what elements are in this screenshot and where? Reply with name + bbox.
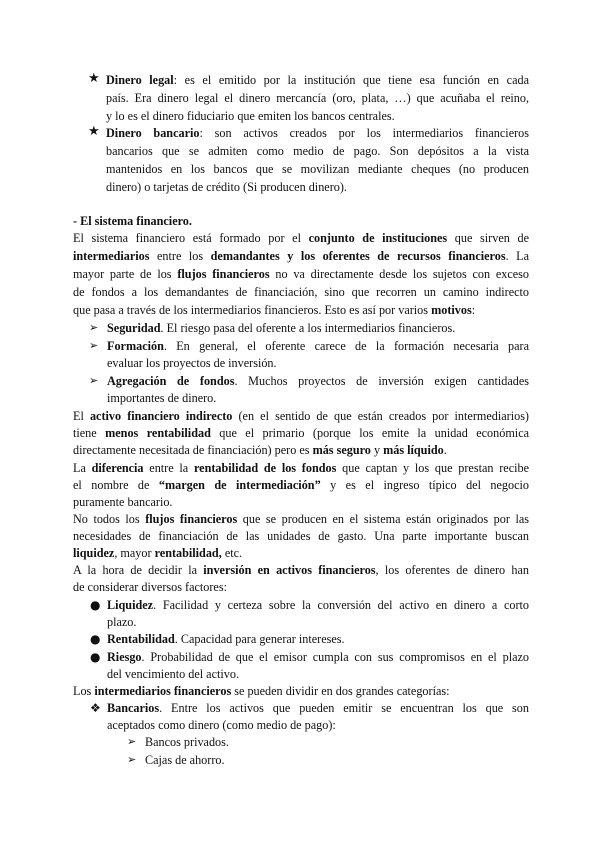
dinero-legal-line-3: y lo es el dinero fiduciario que emiten los bancos centrales.	[106, 109, 395, 123]
p2-line-3: directamente necesitada de financiación) pero es más seguro y más líquido.	[73, 443, 447, 457]
p1-line-4: de fondos a los demandantes de financiación, sino que recorren un camino indirecto	[73, 285, 529, 299]
p6-line-1: Los intermediarios financieros se pueden dividir en dos grandes categorías:	[73, 684, 450, 698]
p1-line-1: El sistema financiero está formado por el conjunto de instituciones que sirven de	[73, 231, 529, 245]
p4-line-1: No todos los flujos financieros que se producen en el sistema están originados por las	[73, 512, 529, 526]
arrow-bullet-icon: ➢	[127, 753, 137, 766]
round-bullet-icon: ●	[90, 598, 101, 612]
factor-rentabilidad: Rentabilidad. Capacidad para generar intereses.	[107, 632, 345, 646]
p5-line-1: A la hora de decidir la inversión en activos financieros, los oferentes de dinero han	[73, 563, 529, 577]
factor-riesgo-line-2: del vencimiento del activo.	[107, 667, 239, 681]
round-bullet-icon: ●	[90, 632, 101, 646]
arrow-bullet-icon: ➢	[127, 735, 137, 748]
dinero-bancario-line-4: dinero) o tarjetas de crédito (Si producen dinero).	[106, 180, 347, 194]
motivo-formacion-line-2: evaluar los proyectos de inversión.	[107, 356, 277, 370]
factor-liquidez-line-2: plazo.	[107, 615, 137, 629]
factor-riesgo-line-1: Riesgo. Probabilidad de que el emisor cumpla con sus compromisos en el plazo	[107, 650, 529, 664]
bancarios-sub-item-2: Cajas de ahorro.	[145, 753, 225, 767]
motivo-agregacion-line-1: Agregación de fondos. Muchos proyectos de inversión exigen cantidades	[107, 374, 529, 388]
bancarios-sub-item-1: Bancos privados.	[145, 735, 229, 749]
motivo-seguridad: Seguridad. El riesgo pasa del oferente a los intermediarios financieros.	[107, 321, 456, 335]
p4-line-3: liquidez, mayor rentabilidad, etc.	[73, 546, 243, 560]
p5-line-2: de considerar diversos factores:	[73, 580, 227, 594]
arrow-bullet-icon: ➢	[89, 339, 99, 352]
p4-line-2: necesidades de financiación de las unidades de gasto. Una parte importante buscan	[73, 529, 529, 543]
p1-line-5: que pasa a través de los intermediarios financieros. Esto es así por varios motivos:	[73, 303, 476, 317]
section-heading: - El sistema financiero.	[73, 214, 192, 228]
star-bullet-icon: ★	[88, 71, 100, 86]
dinero-legal-line-1: Dinero legal: es el emitido por la institución que tiene esa función en cada	[106, 73, 530, 87]
p1-line-2: intermediarios entre los demandantes y los oferentes de recursos financieros. La	[73, 249, 529, 263]
dinero-bancario-line-3: mantenidos en los bancos que se movilizan mediante cheques (no producen	[106, 162, 529, 176]
dinero-bancario-line-2: bancarios que se admiten como medio de pago. Son depósitos a la vista	[106, 144, 529, 158]
p3-line-3: puramente bancario.	[73, 495, 173, 509]
round-bullet-icon: ●	[90, 650, 101, 664]
motivo-agregacion-line-2: importantes de dinero.	[107, 391, 217, 405]
p3-line-1: La diferencia entre la rentabilidad de los fondos que captan y los que prestan recibe	[73, 461, 529, 475]
motivo-formacion-line-1: Formación. En general, el oferente carece de la formación necesaria para	[107, 339, 529, 353]
bancarios-line-2: aceptados como dinero (como medio de pago):	[107, 718, 336, 732]
dinero-legal-term: Dinero legal	[106, 73, 174, 87]
p2-line-2: tiene menos rentabilidad que el primario (porque los emite la unidad económica	[73, 426, 530, 440]
p3-line-2: el nombre de “margen de intermediación” y es el ingreso típico del negocio	[73, 478, 530, 492]
p1-line-3: mayor parte de los flujos financieros no va directamente desde los sujetos con exceso	[73, 267, 530, 281]
diamond-bullet-icon: ❖	[90, 701, 101, 715]
dinero-bancario-line-1: Dinero bancario: son activos creados por los intermediarios financieros	[106, 126, 529, 140]
p2-line-1: El activo financiero indirecto (en el sentido de que están creados por intermediarios)	[73, 409, 529, 423]
factor-liquidez-line-1: Liquidez. Facilidad y certeza sobre la conversión del activo en dinero a corto	[107, 598, 529, 612]
arrow-bullet-icon: ➢	[89, 321, 99, 334]
arrow-bullet-icon: ➢	[89, 374, 99, 387]
star-bullet-icon: ★	[88, 124, 100, 139]
bancarios-line-1: Bancarios. Entre los activos que pueden emitir se encuentran los que son	[107, 701, 529, 715]
dinero-bancario-term: Dinero bancario	[106, 126, 200, 140]
dinero-legal-line-2: país. Era dinero legal el dinero mercancía (oro, plata, …) que acuñaba el reino,	[106, 91, 529, 105]
